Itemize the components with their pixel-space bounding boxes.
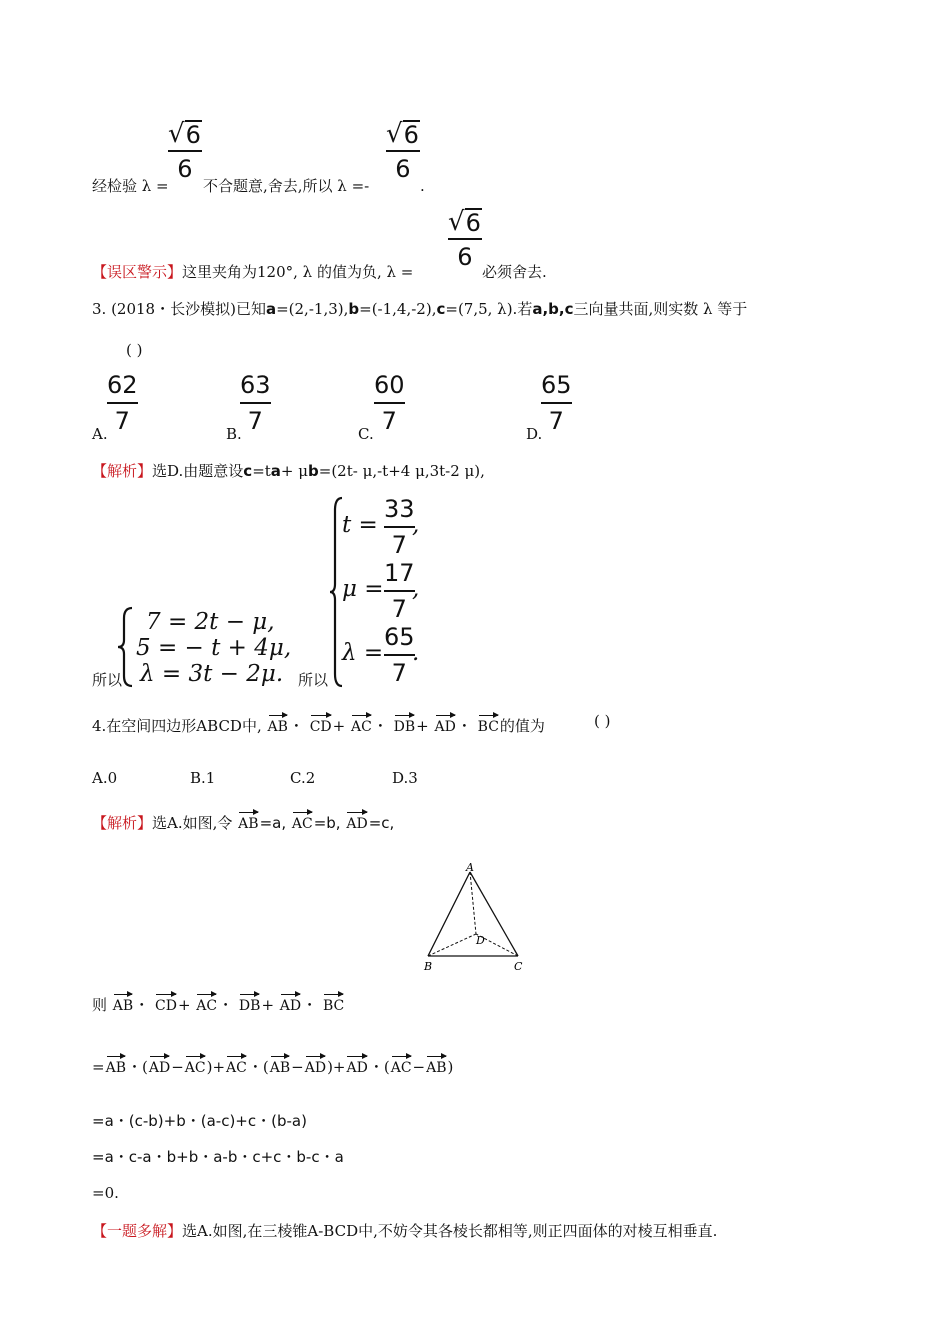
numerator: 60 (374, 371, 405, 399)
plus-op: + (261, 996, 275, 1014)
denominator: 7 (548, 407, 564, 435)
derivation-line-5: =0. (92, 1184, 119, 1202)
vector-c: c (243, 462, 253, 480)
system-2-fraction (384, 622, 415, 688)
fraction-bar (384, 590, 415, 592)
q3-option-label: A. (92, 425, 108, 443)
vector-AC: AC (351, 711, 372, 737)
question-4-answer-blank: ( ) (594, 712, 611, 730)
then-label: 则 (92, 996, 108, 1014)
system-1-eq-1: 7 = 2t − μ, (146, 609, 275, 635)
warning-line (92, 262, 413, 282)
vector-AD: AD (346, 808, 367, 834)
sqrt-expression: √ 6 (168, 119, 201, 149)
vector-CD: CD (310, 711, 332, 737)
solution-tag: 【解析】 (92, 814, 153, 832)
denominator: 6 (457, 243, 473, 271)
question-3-answer-blank: ( ) (126, 341, 143, 359)
dot-op: ・ (218, 996, 234, 1014)
sqrt-expression: √ 6 (386, 119, 419, 149)
numerator: 62 (107, 371, 138, 399)
plus-op: + (416, 717, 429, 735)
fraction-bar (541, 402, 572, 404)
label-C: C (514, 960, 523, 973)
derivation-line-3: =a・(c-b)+b・(a-c)+c・(b-a) (92, 1112, 307, 1130)
q3-option-label: B. (226, 425, 242, 443)
derivation-line-1 (92, 990, 345, 1016)
system-2-fraction (384, 558, 415, 624)
numerator: 65 (384, 623, 415, 651)
vector-AC: AC (185, 1052, 206, 1078)
denominator: 7 (381, 407, 397, 435)
so-label-2: 所以 (298, 671, 329, 689)
solution-tag: 【解析】 (92, 462, 153, 480)
vector-AD: AD (305, 1052, 326, 1078)
q4-option-c: C.2 (290, 769, 316, 787)
vector-CD: CD (155, 990, 177, 1016)
label-B: B (424, 960, 433, 973)
numerator: 65 (541, 371, 572, 399)
sqrt-expression: √ 6 (448, 207, 481, 237)
dot-op: ・ (368, 1058, 384, 1076)
denominator: 7 (247, 407, 263, 435)
eq-c: =c, (368, 814, 395, 832)
denominator: 7 (114, 407, 130, 435)
vector-AB: AB (270, 1052, 290, 1078)
q3-option-label: D. (526, 425, 543, 443)
q4-option-d: D.3 (392, 769, 418, 787)
system-2-lhs: t = (342, 512, 378, 538)
solution-4-line (92, 808, 394, 834)
vector-AC: AC (196, 990, 217, 1016)
edge-AB (428, 872, 470, 956)
multi-solution-tag: 【一题多解】 (92, 1222, 183, 1240)
vector-AC: AC (391, 1052, 412, 1078)
numerator: 33 (384, 495, 415, 523)
vector-a: a (265, 300, 277, 318)
numerator: 63 (240, 371, 271, 399)
system-2-fraction (384, 494, 415, 560)
system-2-punct: , (412, 512, 420, 538)
vector-b-value: =(-1,4,-2), (359, 300, 437, 318)
label-D: D (476, 934, 485, 947)
check-line-middle: 不合题意,舍去,所以 λ =- (203, 177, 370, 195)
vector-a-value: =(2,-1,3), (276, 300, 349, 318)
dot-op: ・ (134, 996, 150, 1014)
equals: = (92, 1058, 105, 1076)
denominator: 6 (395, 155, 411, 183)
vectors-abc: a,b,c (532, 300, 574, 318)
eq-b: =b, (313, 814, 341, 832)
fraction-bar (240, 402, 271, 404)
fraction-bar (384, 526, 415, 528)
solution-3-line (92, 461, 485, 481)
check-line-prefix: 经检验 λ = (92, 177, 169, 195)
q3-stem-end: 三向量共面,则实数 λ 等于 (573, 300, 748, 318)
fraction-bar (168, 150, 202, 152)
dot-op: ・ (126, 1058, 142, 1076)
system-2-punct: . (412, 640, 420, 666)
sol3-text: 选D.由题意设 (152, 462, 244, 480)
fraction-sqrt6-over-6-first (168, 120, 202, 184)
vector-AB: AB (113, 990, 133, 1016)
q4-option-a: A.0 (92, 769, 118, 787)
eq-a: =a, (259, 814, 287, 832)
sol4-text: 选A.如图,令 (152, 814, 233, 832)
plus-op: + (177, 996, 191, 1014)
dot-op: ・ (302, 996, 318, 1014)
question-4-stem (92, 711, 545, 737)
warning-tag: 【误区警示】 (92, 263, 183, 281)
question-3-stem (92, 299, 747, 319)
vector-b: b (308, 462, 319, 480)
vector-AD: AD (280, 990, 301, 1016)
vector-AB: AB (426, 1052, 446, 1078)
vector-AD: AD (346, 1052, 367, 1078)
denominator: 7 (391, 595, 407, 623)
fraction-bar (374, 402, 405, 404)
fraction-sqrt6-over-6-second (386, 120, 420, 184)
fraction-bar (107, 402, 138, 404)
derivation-line-2: =AB・(AD−AC)+AC・(AB−AD)+AD・(AC−AB) (92, 1052, 453, 1078)
vector-b: b (348, 300, 360, 318)
denominator: 6 (177, 155, 193, 183)
edge-BD (428, 934, 476, 956)
vector-c-value: =(7,5, λ).若 (445, 300, 533, 318)
vector-DB: DB (394, 711, 416, 737)
derivation-line-4: =a・c-a・b+b・a-b・c+c・b-c・a (92, 1148, 344, 1166)
multi-solution-text: 选A.如图,在三棱锥A-BCD中,不妨令其各棱长都相等,则正四面体的对棱互相垂直. (182, 1222, 718, 1240)
warning-text: 这里夹角为120°, λ 的值为负, λ = (182, 263, 414, 281)
tetrahedron-figure (420, 862, 530, 974)
left-brace-icon (116, 606, 134, 688)
numerator: 17 (384, 559, 415, 587)
system-2-lhs: λ = (342, 640, 384, 666)
q3-option-fraction (107, 370, 138, 436)
q4-stem-start: 4.在空间四边形ABCD中, (92, 717, 262, 735)
denominator: 7 (391, 659, 407, 687)
plus-op: + (332, 717, 346, 735)
fraction-sqrt6-over-6-warning (448, 208, 482, 272)
so-label-1: 所以 (92, 671, 123, 689)
fraction-bar (384, 654, 415, 656)
vector-AC: AC (226, 1052, 247, 1078)
dot-op: ・ (247, 1058, 263, 1076)
sol3-plus: + μ (280, 462, 309, 480)
vector-DB: DB (239, 990, 261, 1016)
dot-op: ・ (456, 717, 472, 735)
q3-option-label: C. (358, 425, 374, 443)
sol3-rest: =(2t- μ,-t+4 μ,3t-2 μ), (318, 462, 485, 480)
dot-op: ・ (372, 717, 388, 735)
q4-stem-end: 的值为 (499, 717, 545, 735)
vector-AC: AC (292, 808, 313, 834)
system-2-lhs: μ = (342, 576, 384, 602)
q3-stem-start: 3. (2018・长沙模拟)已知 (92, 300, 266, 318)
dot-op: ・ (288, 717, 304, 735)
fraction-bar (386, 150, 420, 152)
check-line-end: . (420, 177, 425, 195)
vector-AB: AB (238, 808, 258, 834)
denominator: 7 (391, 531, 407, 559)
vector-a: a (270, 462, 281, 480)
vector-AB: AB (268, 711, 288, 737)
system-2-punct: , (412, 576, 420, 602)
label-A: A (466, 862, 474, 874)
vector-AD: AD (149, 1052, 170, 1078)
vector-BC: BC (478, 711, 499, 737)
system-1-eq-2: 5 = − t + 4μ, (136, 635, 292, 661)
warning-tail: 必须舍去. (482, 263, 547, 281)
q3-option-fraction (374, 370, 405, 436)
system-1-eq-3: λ = 3t − 2μ. (140, 661, 284, 687)
vector-AD: AD (435, 711, 456, 737)
q3-option-fraction (240, 370, 271, 436)
vector-BC: BC (323, 990, 344, 1016)
system-1-brace (116, 606, 134, 692)
fraction-bar (448, 238, 482, 240)
q4-option-b: B.1 (190, 769, 216, 787)
vector-c: c (436, 300, 446, 318)
vector-AB: AB (106, 1052, 126, 1078)
q3-option-fraction (541, 370, 572, 436)
sol3-eq: =t (252, 462, 271, 480)
multi-solution-line (92, 1221, 717, 1241)
